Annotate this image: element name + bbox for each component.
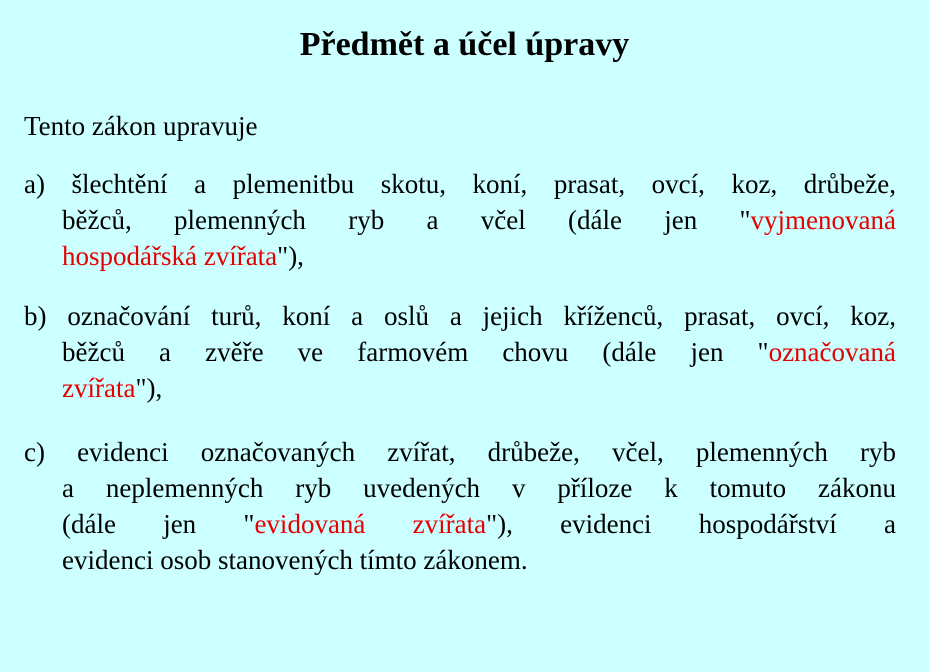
item-c-line-4 [24,542,896,578]
item-a-line-3 [24,238,896,274]
item-c-text-3a: (dále jen " [62,509,255,539]
item-c-text-3b: "), evidenci hospodářství a [486,509,896,539]
item-a-text-2: běžců, plemenných ryb a včel (dále jen " [62,205,751,235]
intro-text: Tento zákon upravuje [24,111,258,141]
item-b-text-2: běžců a zvěře ve farmovém chovu (dále jen " [62,337,769,367]
item-a-text-1: a) šlechtění a plemenitbu skotu, koní, prasat, ovcí, koz, drůbeže, [24,169,896,199]
item-b-line-2 [24,334,896,370]
item-c-line-3 [24,506,896,542]
item-a-line-1 [24,166,896,202]
item-b-text-1: b) označování turů, koní a oslů a jejich kříženců, prasat, ovcí, koz, [24,301,896,331]
item-c-text-2: a neplemenných ryb uvedených v příloze k tomuto zákonu [62,473,896,503]
item-b-term-part-1: označovaná [768,337,896,367]
item-b-line-1 [24,298,896,334]
list-item-a [24,166,896,274]
item-b-term-part-2: zvířata [62,373,136,403]
item-a-term-part-1: vyjmenovaná [750,205,896,235]
item-a-text-3: "), [277,241,304,271]
item-c-text-1: c) evidenci označovaných zvířat, drůbeže, včel, plemenných ryb [24,437,896,467]
item-b-line-3 [24,370,896,406]
item-c-line-2 [24,470,896,506]
item-c-line-1 [24,434,896,470]
item-a-line-2 [24,202,896,238]
list-item-c [24,434,896,578]
item-c-text-4: evidenci osob stanovených tímto zákonem. [62,545,528,575]
page-title: Předmět a účel úpravy [299,26,630,63]
item-c-term: evidovaná zvířata [254,509,487,539]
list-item-b [24,298,896,406]
item-b-text-3: "), [135,373,163,403]
item-a-term-part-2: hospodářská zvířata [62,241,278,271]
